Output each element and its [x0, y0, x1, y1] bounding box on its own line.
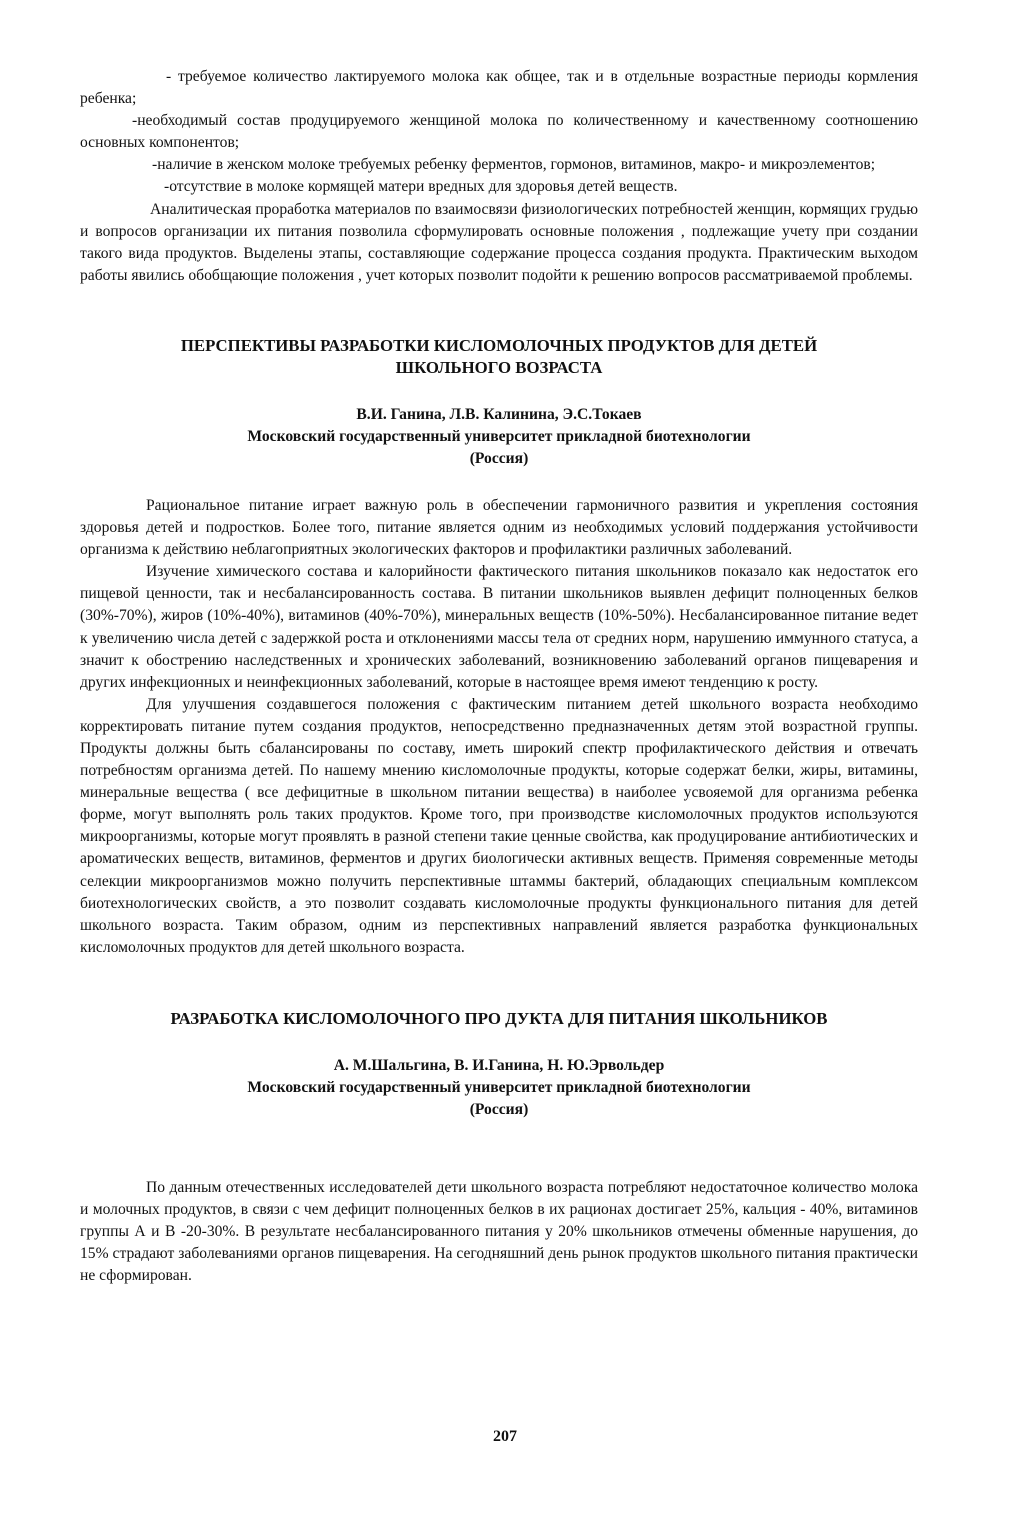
article1-title-line2: ШКОЛЬНОГО ВОЗРАСТА — [395, 357, 603, 377]
page-number: 207 — [493, 1428, 517, 1445]
article1-title-line1: ПЕРСПЕКТИВЫ РАЗРАБОТКИ КИСЛОМОЛОЧНЫХ ПРОДУКТОВ ДЛЯ ДЕТЕЙ — [180, 335, 818, 355]
article1-affiliation: Московский государственный университет прикладной биотехнологии — [247, 427, 751, 445]
article1-paragraph: Рациональное питание играет важную роль в обеспечении гармоничного развития и укрепления состояния здоровья детей и подростков. Более того, питание является одним из необходимых условий поддержания устойчивости организма к действию неблагоприятных экологических факторов и профилактики различных заболеваний. — [80, 496, 918, 559]
intro-paragraph: Аналитическая проработка материалов по взаимосвязи физиологических потребностей женщин, кормящих грудью и вопросов организации их питания позволила сформулировать основные положения , подлежащие учету при создании такого вида продуктов. Выделены этапы, составляющие содержание процесса создания продукта. Практическим выходом работы явились обобщающие положения , учет которых позволит подойти к решению вопросов рассматриваемой проблемы. — [80, 200, 918, 284]
article2-affiliation: Московский государственный университет прикладной биотехнологии — [247, 1078, 751, 1096]
article1-paragraph: Для улучшения создавшегося положения с фактическим питанием детей школьного возраста необходимо корректировать питание путем создания продуктов, непосредственно предназначенных детям этой возрастной группы. Продукты должны быть сбалансированы по составу, иметь широкий спектр профилактического действия и отвечать потребностям организма детей. По нашему мнению кисломолочные продукты, которые содержат белки, жиры, витамины, минеральные вещества ( все дефицитные в школьном питании вещества) в наиболее усвояемой для организма ребенка форме, могут выполнять роль таких продуктов. Кроме того, при производстве кисломолочных продуктов используются микроорганизмы, которые могут проявлять в разной степени такие ценные свойства, как продуцирование антибиотических и ароматических веществ, витаминов, ферментов и других биологически активных веществ. Применяя современные методы селекции микроорганизмов можно получить перспективные штаммы бактерий, обладающих специальным комплексом биотехнологических свойств, а это позволит создавать кисломолочные продукты функционального питания для детей школьного возраста. Таким образом, одним из перспективных направлений является разработка функциональных кисломолочных продуктов для детей школьного возраста. — [80, 695, 918, 956]
article2-authors: А. М.Шальгина, В. И.Ганина, Н. Ю.Эрвольдер — [333, 1056, 665, 1074]
article1-title — [80, 335, 918, 379]
article2-paragraph: По данным отечественных исследователей дети школьного возраста потребляют недостаточное количество молока и молочных продуктов, в связи с чем дефицит полноценных белков в их рационах достигает 25%, кальция - 40%, витаминов группы А и В -20-30%. В результате несбалансированного питания у 20% школьников отмечены обменные нарушения, до 15% страдают заболеваниями органов пищеварения. На сегодняшний день рынок продуктов школьного питания практически не сформирован. — [80, 1178, 918, 1285]
intro-bullet: -необходимый состав продуцируемого женщиной молока по количественному и качественному соотношению основных компонентов; — [80, 112, 918, 152]
article1-byline — [80, 404, 918, 470]
intro-bullet: -отсутствие в молоке кормящей матери вредных для здоровья детей веществ. — [164, 178, 678, 196]
page-content — [80, 66, 918, 1287]
article1-body — [80, 495, 918, 959]
article2-body — [80, 1177, 918, 1287]
article1-paragraph: Изучение химического состава и калорийности фактического питания школьников показало как недостаток его пищевой ценности, так и несбалансированность состава. В питании школьников выявлен дефицит полноценных белков (30%-70%), жиров (10%-40%), витаминов (40%-70%), минеральных веществ (10%-50%). Несбалансированное питание ведет к увеличению числа детей с задержкой роста и отклонениями массы тела от средних норм, нарушению иммунного статуса, а значит к обострению наследственных и хронических заболеваний, возникновению заболеваний органов пищеварения и других инфекционных и неинфекционных заболеваний, которые в настоящее время имеют тенденцию к росту. — [80, 563, 918, 691]
article2-title: РАЗРАБОТКА КИСЛОМОЛОЧНОГО ПРО ДУКТА ДЛЯ ПИТАНИЯ ШКОЛЬНИКОВ — [170, 1008, 828, 1028]
article1-authors: В.И. Ганина, Л.В. Калинина, Э.С.Токаев — [356, 405, 642, 423]
article2-byline — [80, 1055, 918, 1121]
intro-bullet: -наличие в женском молоке требуемых ребенку ферментов, гормонов, витаминов, макро- и микроэлементов; — [152, 156, 876, 174]
intro-bullet: - требуемое количество лактируемого молока как общее, так и в отдельные возрастные периоды кормления ребенка; — [80, 68, 918, 108]
article2-country: (Россия) — [469, 1100, 529, 1118]
article1-country: (Россия) — [469, 449, 529, 467]
